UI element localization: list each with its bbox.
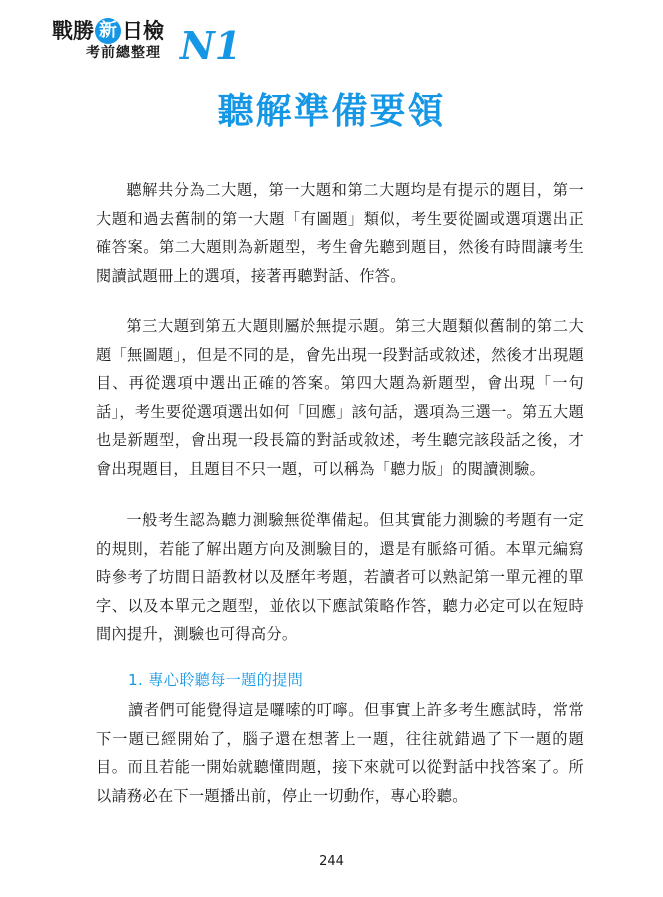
level-badge: N1 <box>180 23 242 68</box>
body-paragraph-1: 聽解共分為二大題，第一大題和第二大題均是有提示的題目，第一大題和過去舊制的第一大題「有圖題」類似，考生要從圖或選項選出正確答案。第二大題則為新題型，考生會先聽到題目，然後有時間讓考生閱讀試題冊上的選項，接著再聽對話、作答。 <box>96 181 584 285</box>
series-title <box>52 18 164 44</box>
series-prefix: 戰勝 <box>52 19 94 43</box>
page-title: 聽解準備要領 <box>217 91 446 132</box>
book-series-logo <box>52 14 252 66</box>
body-paragraph-2: 第三大題到第五大題則屬於無提示題。第三大題類似舊制的第二大題「無圖題」，但是不同的是，會先出現一段對話或敘述，然後才出現題目、再從選項中選出正確的答案。第四大題為新題型，會出現「一句話」，考生要從選項選出如何「回應」該句話，選項為三選一。第五大題也是新題型，會出現一段長篇的對話或敘述，考生聽完該段話之後，才會出現題目，且題目不只一題，可以稱為「聽力版」的閱讀測驗。 <box>96 317 584 478</box>
section-heading: 1. 專心聆聽每一題的提問 <box>128 671 304 689</box>
page-number: 244 <box>319 854 344 869</box>
body-paragraph-3: 一般考生認為聽力測驗無從準備起。但其實能力測驗的考題有一定的規則，若能了解出題方向及測驗目的，還是有脈絡可循。本單元編寫時參考了坊間日語教材以及歷年考題，若讀者可以熟記第一單元裡的單字、以及本單元之題型，並依以下應試策略作答，聽力必定可以在短時間內提升，測驗也可得高分。 <box>96 511 584 643</box>
series-subtitle: 考前總整理 <box>86 45 161 61</box>
series-new-badge: 新 <box>95 18 121 44</box>
section-paragraph: 讀者們可能覺得這是囉嗦的叮嚀。但事實上許多考生應試時，常常下一題已經開始了，腦子還在想著上一題，往往就錯過了下一題的題目。而且若能一開始就聽懂問題，接下來就可以從對話中找答案了。所以請務必在下一題播出前，停止一切動作，專心聆聽。 <box>96 701 584 805</box>
series-suffix: 日檢 <box>122 19 164 43</box>
